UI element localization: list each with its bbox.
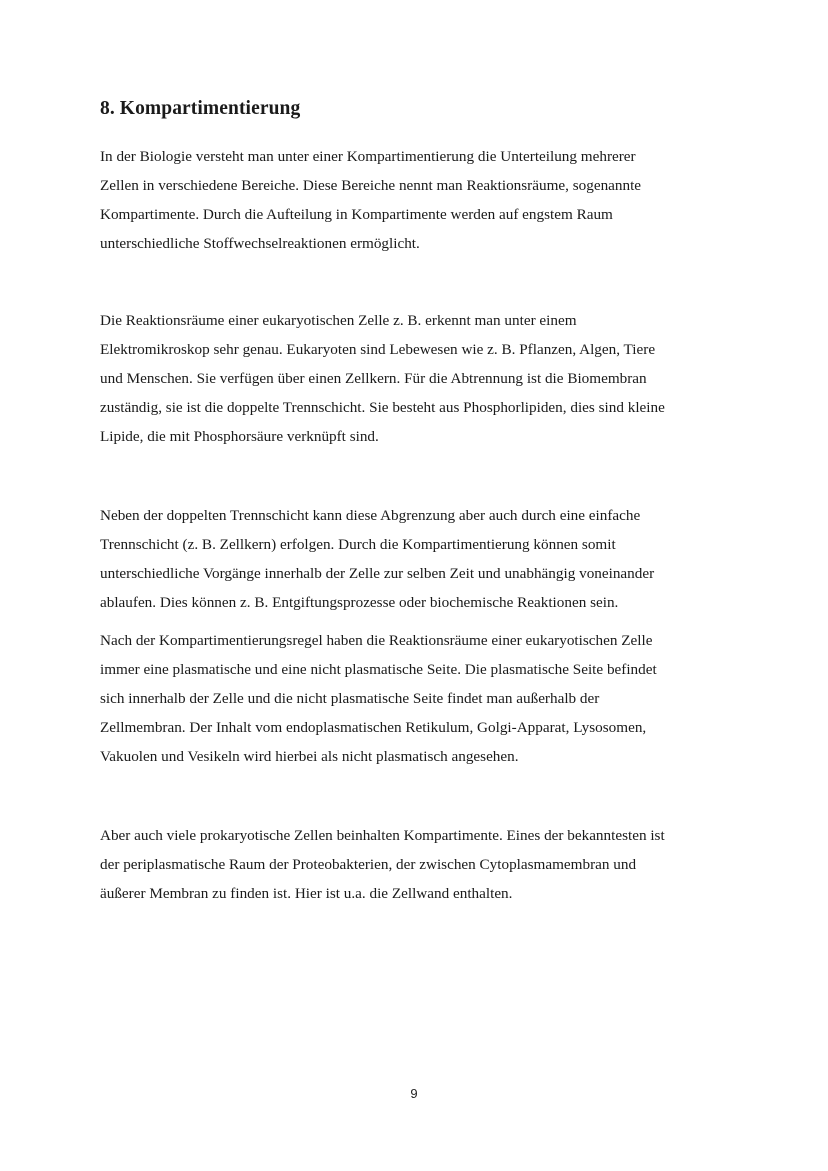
paragraph-separation-layers: [100, 501, 740, 617]
section-heading: 8. Kompartimentierung: [100, 98, 301, 119]
text-line: Zellmembran. Der Inhalt vom endoplasmatischen Retikulum, Golgi-Apparat, Lysosomen,: [100, 719, 647, 736]
text-line: In der Biologie versteht man unter einer Kompartimentierung die Unterteilung mehrerer: [100, 148, 636, 165]
text-line: unterschiedliche Vorgänge innerhalb der Zelle zur selben Zeit und unabhängig voneinander: [100, 565, 655, 582]
text-line: Trennschicht (z. B. Zellkern) erfolgen. Durch die Kompartimentierung können somit: [100, 536, 616, 553]
text-line: sich innerhalb der Zelle und die nicht plasmatische Seite findet man außerhalb der: [100, 690, 600, 707]
paragraph-prokaryotic-cells: [100, 821, 740, 908]
text-line: Lipide, die mit Phosphorsäure verknüpft sind.: [100, 428, 379, 445]
text-line: äußerer Membran zu finden ist. Hier ist u.a. die Zellwand enthalten.: [100, 885, 513, 902]
text-line: Elektromikroskop sehr genau. Eukaryoten sind Lebewesen wie z. B. Pflanzen, Algen, Tiere: [100, 341, 656, 358]
text-line: Zellen in verschiedene Bereiche. Diese Bereiche nennt man Reaktionsräume, sogenannte: [100, 177, 642, 194]
text-line: Aber auch viele prokaryotische Zellen beinhalten Kompartimente. Eines der bekanntesten ist: [100, 827, 665, 844]
page-number: 9: [410, 1086, 418, 1101]
text-line: Vakuolen und Vesikeln wird hierbei als nicht plasmatisch angesehen.: [100, 748, 519, 765]
text-line: Nach der Kompartimentierungsregel haben die Reaktionsräume einer eukaryotischen Zelle: [100, 632, 653, 649]
text-line: Neben der doppelten Trennschicht kann diese Abgrenzung aber auch durch eine einfache: [100, 507, 641, 524]
text-line: zuständig, sie ist die doppelte Trennschicht. Sie besteht aus Phosphorlipiden, dies sind kleine: [100, 399, 665, 416]
text-line: immer eine plasmatische und eine nicht plasmatische Seite. Die plasmatische Seite befindet: [100, 661, 657, 678]
text-line: und Menschen. Sie verfügen über einen Zellkern. Für die Abtrennung ist die Biomembran: [100, 370, 647, 387]
text-line: Kompartimente. Durch die Aufteilung in Kompartimente werden auf engstem Raum: [100, 206, 613, 223]
paragraph-definition: [100, 142, 740, 258]
text-line: der periplasmatische Raum der Proteobakterien, der zwischen Cytoplasmamembran und: [100, 856, 637, 873]
text-line: unterschiedliche Stoffwechselreaktionen ermöglicht.: [100, 235, 420, 252]
text-line: Die Reaktionsräume einer eukaryotischen Zelle z. B. erkennt man unter einem: [100, 312, 577, 329]
paragraph-eukaryotic-cells: [100, 306, 740, 451]
paragraph-compartment-rule: [100, 626, 740, 771]
text-line: ablaufen. Dies können z. B. Entgiftungsprozesse oder biochemische Reaktionen sein.: [100, 594, 619, 611]
